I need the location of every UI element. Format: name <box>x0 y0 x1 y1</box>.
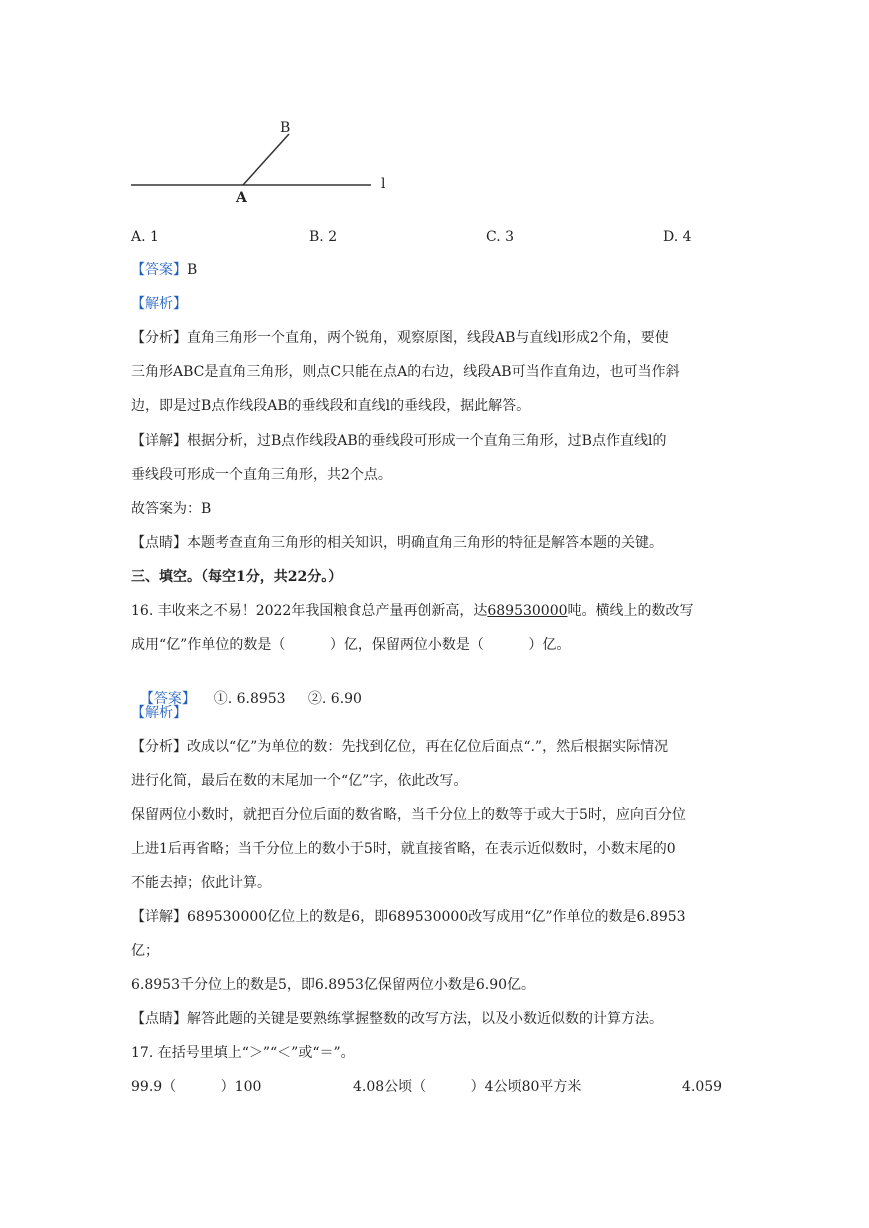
fenxi-tag: 【分析】 <box>131 739 187 755</box>
option-d: D. 4 <box>663 229 692 245</box>
xiangjie-tag: 【详解】 <box>131 909 187 925</box>
segment-ab <box>243 134 289 185</box>
q16-fenxi-line1 <box>131 737 668 757</box>
q15-fenxi-line1 <box>131 328 669 348</box>
q16-underlined-number: 689530000 <box>487 603 568 619</box>
q15-dianjing <box>131 533 663 553</box>
option-a: A. 1 <box>131 229 159 245</box>
q15-fenxi-line2: 三角形ABC是直角三角形，则点C只能在点A的右边，线段AB可当作直角边，也可当作斜 <box>131 364 680 380</box>
answer-value: B <box>187 262 198 278</box>
q16-para-line3: 不能去掉；依此计算。 <box>131 875 271 891</box>
fenxi-tag: 【分析】 <box>131 330 187 346</box>
q16-stem-pre: 16. 丰收来之不易！2022年我国粮食总产量再创新高，达 <box>131 603 488 619</box>
fenxi-text: 改成以“亿”为单位的数：先找到亿位，再在亿位后面点“.”，然后根据实际情况 <box>187 739 669 755</box>
xiangjie-tag: 【详解】 <box>131 433 187 449</box>
dianjing-text: 本题考查直角三角形的相关知识，明确直角三角形的特征是解答本题的关键。 <box>187 535 663 551</box>
q17-item1: 99.9（ ）100 <box>131 1079 262 1095</box>
q15-answer-line <box>131 260 197 280</box>
xiangjie-text: 根据分析，过B点作线段AB的垂线段可形成一个直角三角形，过B点作直线l的 <box>187 433 667 449</box>
q17-stem: 17. 在括号里填上“＞”“＜”或“＝”。 <box>131 1045 355 1061</box>
dianjing-text: 解答此题的关键是要熟练掌握整数的改写方法，以及小数近似数的计算方法。 <box>187 1011 663 1027</box>
q16-stem-line1 <box>131 601 694 621</box>
option-b: B. 2 <box>309 229 338 245</box>
answer-tag: 【答案】 <box>131 262 187 278</box>
geometry-figure <box>125 112 405 210</box>
label-l: l <box>381 176 386 192</box>
q15-fenxi-line3: 边，即是过B点作线段AB的垂线段和直线l的垂线段，据此解答。 <box>131 398 531 414</box>
q16-dianjing <box>131 1009 663 1029</box>
q16-stem-post: 吨。横线上的数改写 <box>567 603 694 619</box>
q16-fenxi-line2: 进行化简，最后在数的末尾加一个“亿”字，依此改写。 <box>131 773 468 789</box>
q15-final-answer: 故答案为：B <box>131 501 212 517</box>
fenxi-text: 直角三角形一个直角，两个锐角，观察原图，线段AB与直线l形成2个角，要使 <box>187 330 669 346</box>
option-c: C. 3 <box>486 229 515 245</box>
q16-xiangjie-line2: 亿； <box>131 943 159 959</box>
q16-stem-line2: 成用“亿”作单位的数是（ ）亿，保留两位小数是（ ）亿。 <box>131 637 571 653</box>
section-title: 三、填空。（每空1分，共22分。） <box>131 569 343 585</box>
q17-item2: 4.08公顷（ ）4公顷80平方米 <box>353 1079 582 1095</box>
angle-diagram <box>125 112 405 210</box>
answer-tag: 【答案】 <box>139 691 196 707</box>
q16-analysis-tag: 【解析】 <box>131 705 187 721</box>
q15-xiangjie-line2: 垂线段可形成一个直角三角形，共2个点。 <box>131 467 392 483</box>
label-a: A <box>236 190 247 206</box>
label-b: B <box>280 120 291 136</box>
q17-item3: 4.059 <box>682 1079 723 1095</box>
xiangjie-text: 689530000亿位上的数是6，即689530000改写成用“亿”作单位的数是6.8953 <box>187 909 686 925</box>
q15-analysis-tag: 【解析】 <box>131 296 187 312</box>
q16-xiangjie-line1 <box>131 907 686 927</box>
q16-para-line1: 保留两位小数时，就把百分位后面的数省略，当千分位上的数等于或大于5时，应向百分位 <box>131 807 686 823</box>
q16-para-line2: 上进1后再省略；当千分位上的数小于5时，就直接省略，在表示近似数时，小数末尾的0 <box>131 841 676 857</box>
dianjing-tag: 【点睛】 <box>131 535 187 551</box>
answer-values: ①. 6.8953 ②. 6.90 <box>195 691 362 707</box>
dianjing-tag: 【点睛】 <box>131 1011 187 1027</box>
q15-xiangjie-line1 <box>131 431 666 451</box>
q16-xiangjie-line3: 6.8953千分位上的数是5，即6.8953亿保留两位小数是6.90亿。 <box>131 977 536 993</box>
